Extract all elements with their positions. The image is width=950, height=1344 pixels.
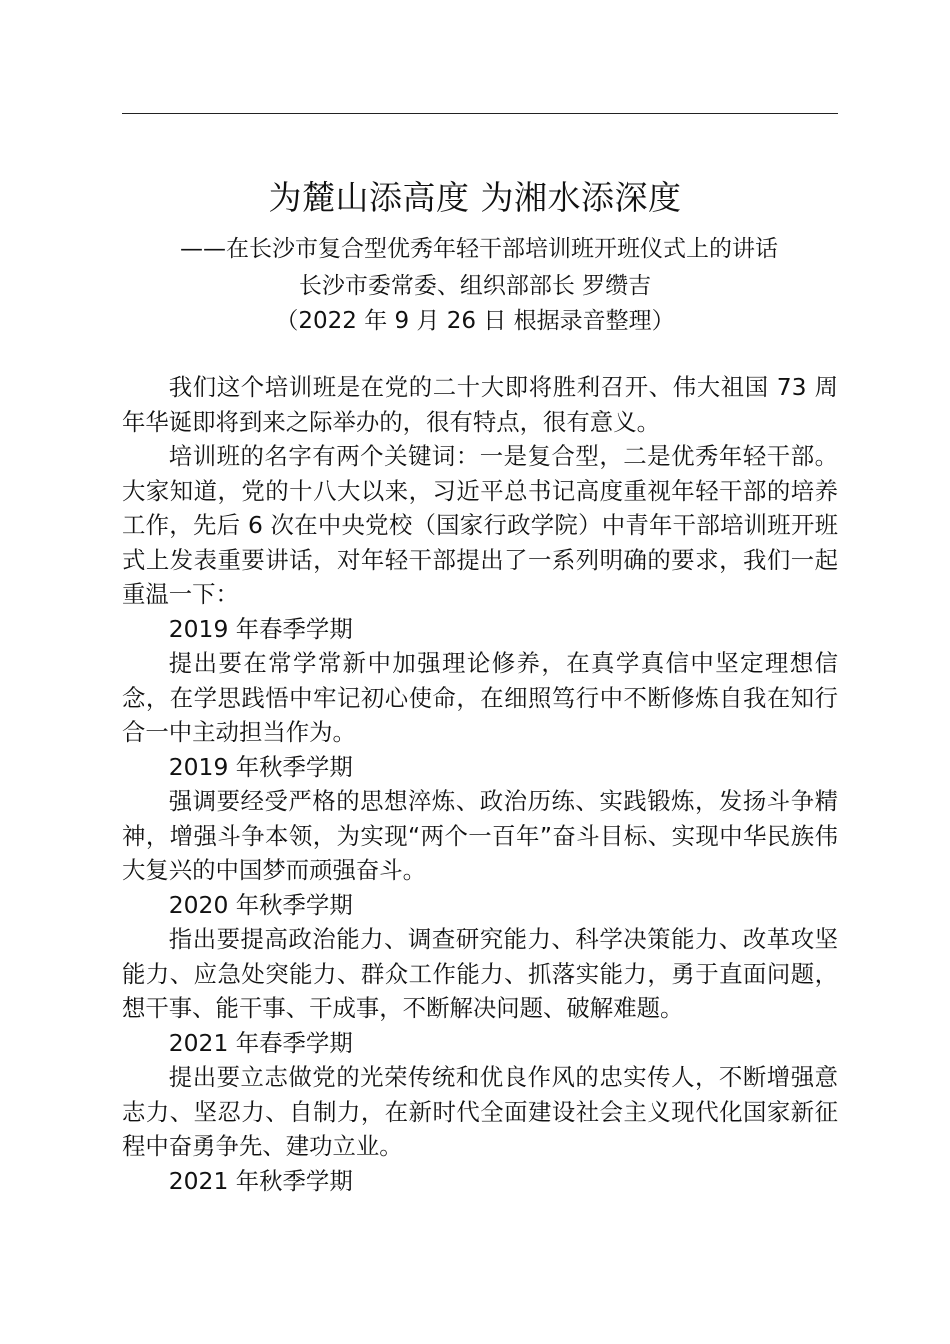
paragraph: 培训班的名字有两个关键词：一是复合型，二是优秀年轻干部。大家知道，党的十八大以来，习近平总书记高度重视年轻干部的培养工作，先后 6 次在中央党校（国家行政学院）中青年干部培训班开班式上发表重要讲话，对年轻干部提出了一系列明确的要求，我们一起重温一下：	[122, 442, 838, 608]
section-heading: 2020 年秋季学期	[168, 890, 353, 919]
document-body	[122, 370, 838, 1198]
section-text: 提出要在常学常新中加强理论修养，在真学真信中坚定理想信念，在学思践悟中牢记初心使命，在细照笃行中不断修炼自我在知行合一中主动担当作为。	[122, 649, 838, 746]
section-text: 强调要经受严格的思想淬炼、政治历练、实践锻炼，发扬斗争精神，增强斗争本领，为实现“两个一百年”奋斗目标、实现中华民族伟大复兴的中国梦而顽强奋斗。	[122, 787, 838, 884]
section-text: 指出要提高政治能力、调查研究能力、科学决策能力、改革攻坚能力、应急处突能力、群众工作能力、抓落实能力，勇于直面问题，想干事、能干事、干成事，不断解决问题、破解难题。	[122, 925, 838, 1022]
section-heading: 2021 年春季学期	[168, 1028, 353, 1057]
header-rule	[122, 113, 838, 114]
section-heading: 2021 年秋季学期	[168, 1166, 353, 1195]
section-heading: 2019 年秋季学期	[168, 752, 353, 781]
section-heading: 2019 年春季学期	[168, 614, 353, 643]
date-note: （2022 年 9 月 26 日 根据录音整理）	[275, 308, 675, 334]
document-subtitle: ——在长沙市复合型优秀年轻干部培训班开班仪式上的讲话	[180, 236, 778, 262]
speaker-line: 长沙市委常委、组织部部长 罗缵吉	[298, 273, 652, 299]
section-text: 提出要立志做党的光荣传统和优良作风的忠实传人，不断增强意志力、坚忍力、自制力，在新时代全面建设社会主义现代化国家新征程中奋勇争先、建功立业。	[122, 1063, 838, 1160]
document-title: 为麓山添高度 为湘水添深度	[268, 178, 682, 217]
paragraph: 我们这个培训班是在党的二十大即将胜利召开、伟大祖国 73 周年华诞即将到来之际举办的，很有特点，很有意义。	[122, 373, 838, 436]
